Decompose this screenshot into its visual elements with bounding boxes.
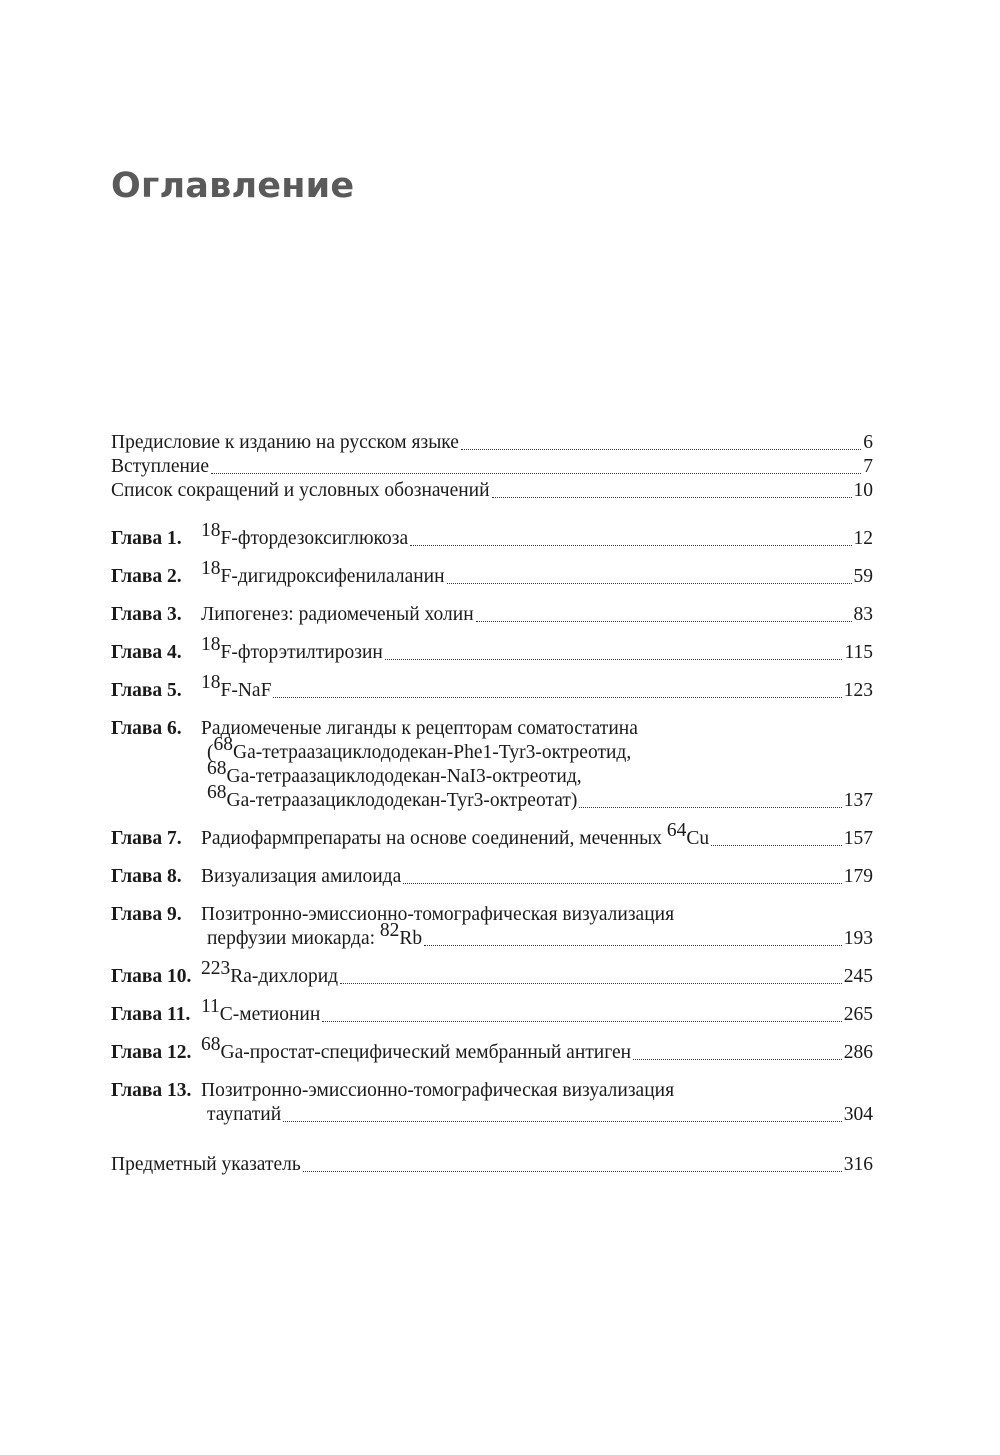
chapter-label: Глава 9. bbox=[111, 904, 182, 925]
chapter-subtitle-line: $^{68}$Ga-тетраазациклододекан-NaI3-октреотид, bbox=[207, 758, 582, 787]
dot-leader bbox=[492, 496, 852, 498]
chapter-title: $^{18}$F-NaF bbox=[201, 672, 272, 701]
table-of-contents bbox=[111, 431, 873, 1177]
toc-chapter-9[interactable] bbox=[111, 903, 873, 951]
toc-chapter-5[interactable] bbox=[111, 672, 873, 703]
dot-leader bbox=[403, 882, 842, 884]
dot-leader bbox=[447, 582, 852, 584]
toc-entry-title: Вступление bbox=[111, 456, 210, 477]
toc-chapter-7[interactable] bbox=[111, 820, 873, 851]
chapter-title: $^{68}$Ga-простат-специфический мембранный антиген bbox=[201, 1034, 632, 1063]
chapter-label: Глава 11. bbox=[111, 1004, 191, 1025]
toc-entry-introduction[interactable] bbox=[111, 455, 873, 479]
dot-leader bbox=[303, 1170, 842, 1172]
toc-chapter-12[interactable] bbox=[111, 1034, 873, 1065]
toc-chapter-11[interactable] bbox=[111, 996, 873, 1027]
chapter-label: Глава 2. bbox=[111, 566, 182, 587]
toc-entry-title: Предисловие к изданию на русском языке bbox=[111, 432, 459, 453]
dot-leader bbox=[579, 806, 841, 808]
chapter-title: Радиофармпрепараты на основе соединений, меченных $^{64}$Cu bbox=[201, 820, 710, 849]
toc-chapter-8[interactable] bbox=[111, 865, 873, 889]
chapter-title: Позитронно-эмиссионно-томографическая визуализация bbox=[201, 1080, 675, 1101]
page-title: Оглавление bbox=[111, 166, 355, 206]
chapter-label: Глава 4. bbox=[111, 642, 182, 663]
toc-page-number: 265 bbox=[843, 1004, 873, 1025]
dot-leader bbox=[385, 658, 843, 660]
dot-leader bbox=[461, 448, 861, 450]
toc-chapter-2[interactable] bbox=[111, 558, 873, 589]
chapter-label: Глава 3. bbox=[111, 604, 182, 625]
toc-page-number: 286 bbox=[843, 1042, 873, 1063]
dot-leader bbox=[340, 982, 842, 984]
chapter-title: $^{18}$F-фторэтилтирозин bbox=[201, 634, 383, 663]
toc-entry-title: Предметный указатель bbox=[111, 1154, 301, 1175]
chapter-subtitle-line: $^{68}$Ga-тетраазациклододекан-Tyr3-октреотат) bbox=[207, 782, 578, 811]
chapter-label: Глава 1. bbox=[111, 528, 182, 549]
chapter-label: Глава 5. bbox=[111, 680, 182, 701]
chapter-title: Радиомеченые лиганды к рецепторам соматостатина bbox=[201, 718, 638, 739]
chapter-title: $^{18}$F-дигидроксифенилаланин bbox=[201, 558, 445, 587]
chapter-title: $^{18}$F-фтордезоксиглюкоза bbox=[201, 520, 409, 549]
chapter-label: Глава 6. bbox=[111, 718, 182, 739]
chapter-label: Глава 13. bbox=[111, 1080, 192, 1101]
dot-leader bbox=[476, 620, 852, 622]
chapter-subtitle-line: ($^{68}$Ga-тетраазациклододекан-Phe1-Tyr3-октреотид, bbox=[207, 734, 632, 763]
toc-page-number: 6 bbox=[863, 432, 873, 453]
chapter-title: $^{11}$C-метионин bbox=[201, 996, 321, 1025]
chapter-title: $^{223}$Ra-дихлорид bbox=[201, 958, 339, 987]
dot-leader bbox=[711, 844, 842, 846]
toc-entry-preface[interactable] bbox=[111, 431, 873, 455]
toc-page-number: 10 bbox=[853, 480, 873, 501]
toc-page-number: 193 bbox=[843, 928, 873, 949]
chapter-label: Глава 10. bbox=[111, 966, 192, 987]
toc-chapter-4[interactable] bbox=[111, 634, 873, 665]
toc-page-number: 83 bbox=[853, 604, 873, 625]
dot-leader bbox=[211, 472, 861, 474]
toc-chapter-13[interactable] bbox=[111, 1079, 873, 1127]
toc-page-number: 137 bbox=[843, 790, 873, 811]
toc-page-number: 157 bbox=[843, 828, 873, 849]
toc-entry-index[interactable] bbox=[111, 1153, 873, 1177]
toc-page-number: 7 bbox=[863, 456, 873, 477]
chapter-title: Позитронно-эмиссионно-томографическая визуализация bbox=[201, 904, 675, 925]
chapter-label: Глава 7. bbox=[111, 828, 182, 849]
toc-page-number: 179 bbox=[843, 866, 873, 887]
chapter-title: Визуализация амилоида bbox=[201, 866, 402, 887]
chapter-label: Глава 8. bbox=[111, 866, 182, 887]
toc-chapter-6[interactable] bbox=[111, 717, 873, 813]
chapter-label: Глава 12. bbox=[111, 1042, 192, 1063]
toc-chapter-3[interactable] bbox=[111, 603, 873, 627]
toc-chapter-10[interactable] bbox=[111, 958, 873, 989]
toc-entry-title: Список сокращений и условных обозначений bbox=[111, 480, 490, 501]
chapter-title: Липогенез: радиомеченый холин bbox=[201, 604, 474, 625]
dot-leader bbox=[283, 1120, 842, 1122]
dot-leader bbox=[273, 696, 841, 698]
dot-leader bbox=[424, 944, 842, 946]
toc-chapter-1[interactable] bbox=[111, 520, 873, 551]
toc-page-number: 245 bbox=[843, 966, 873, 987]
toc-entry-abbreviations[interactable] bbox=[111, 479, 873, 503]
chapter-title-continued: перфузии миокарда: $^{82}$Rb bbox=[207, 920, 423, 949]
chapter-title-continued: таупатий bbox=[207, 1104, 282, 1125]
toc-page-number: 304 bbox=[843, 1104, 873, 1125]
toc-page-number: 12 bbox=[853, 528, 873, 549]
toc-page-number: 59 bbox=[853, 566, 873, 587]
toc-page-number: 316 bbox=[843, 1154, 873, 1175]
toc-page-number: 115 bbox=[844, 642, 873, 663]
dot-leader bbox=[322, 1020, 841, 1022]
dot-leader bbox=[410, 544, 851, 546]
dot-leader bbox=[633, 1058, 842, 1060]
toc-page-number: 123 bbox=[843, 680, 873, 701]
